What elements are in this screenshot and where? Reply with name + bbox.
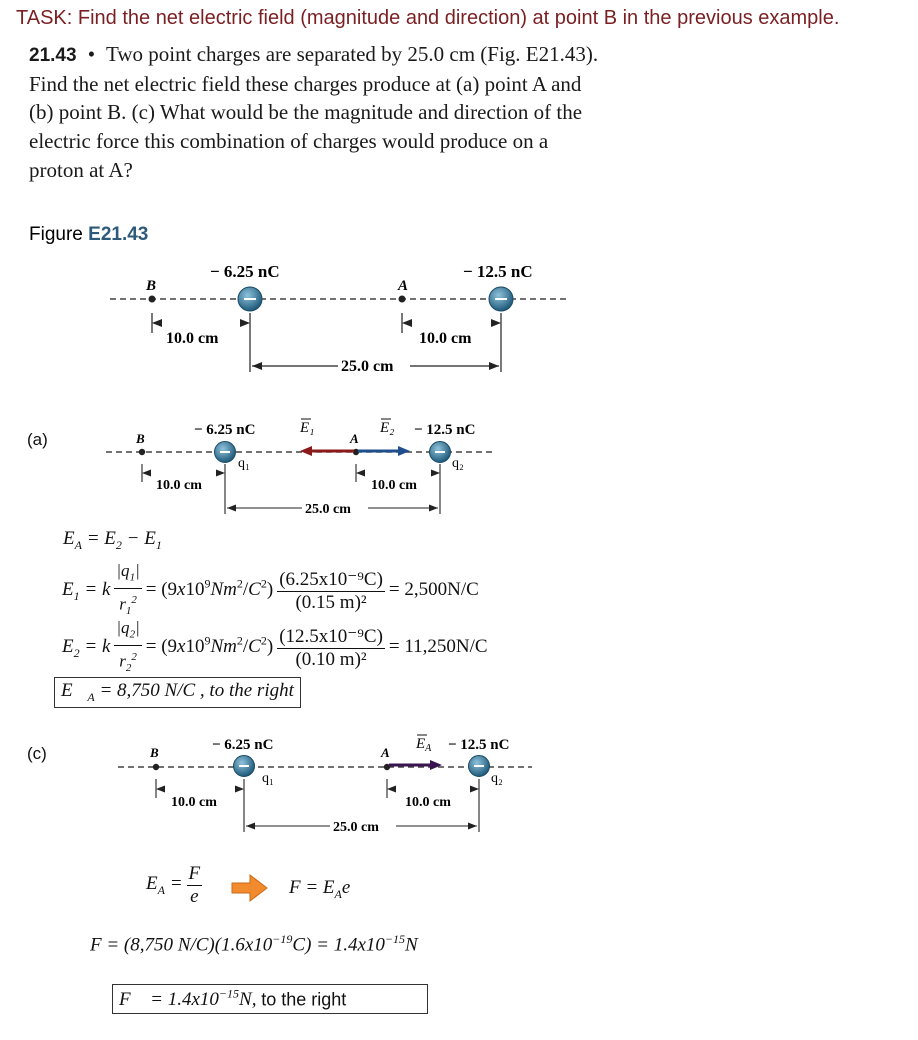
dim-right-label: 10.0 cm: [419, 330, 472, 347]
e2-label: E₂: [380, 420, 395, 436]
svg-text:B: B: [136, 431, 145, 446]
problem-bullet: •: [87, 42, 96, 66]
part-c-label: (c): [27, 744, 47, 763]
task-statement: TASK: Find the net electric field (magnitude and direction) at point B in the previous example.: [16, 7, 840, 29]
ea-frac-den: e: [190, 886, 199, 907]
e1-result: = 2,500N/C: [388, 578, 479, 600]
ea-frac-num: F: [188, 863, 201, 884]
diagram-part-c: [118, 735, 532, 835]
figure-label-word: Figure: [29, 224, 83, 245]
svg-text:B: B: [150, 745, 159, 760]
svg-text:10.0 cm: 10.0 cm: [405, 795, 451, 810]
e1-label: E₁: [300, 420, 315, 436]
q2-label: q₂: [452, 456, 464, 471]
problem-number: 21.43: [29, 45, 77, 66]
svg-text:A: A: [381, 745, 390, 760]
e2-numerator: (12.5x10⁻⁹C): [279, 625, 383, 647]
eq-force-calc: F = (8,750 $N/C)(1.6x10^{-19}C) = 1.4x10^{-15}N$: [90, 932, 418, 956]
point-b-dot: [149, 296, 156, 303]
svg-text:10.0 cm: 10.0 cm: [371, 478, 417, 493]
e2-denominator: (0.10 m)²: [295, 648, 367, 670]
problem-line-3: (b) point B. (c) What would be the magnitude and direction of the: [29, 100, 583, 124]
svg-text:25.0 cm: 25.0 cm: [333, 820, 379, 835]
q1-label: q₁: [238, 456, 250, 471]
problem-line-5: proton at A?: [29, 158, 133, 182]
implies-arrow-icon: [232, 875, 267, 901]
eq-e2: $E_2 = k$ $\frac{|q_2|}{r_2^2}$ = $(9x10^9Nm^2/C^2)$ $\frac{\text{(12.5x10⁻⁹C)}}{\text{(0.10 m)²}}$ = 11,250N/C: [62, 618, 488, 675]
eq-ea-over-e: $E_A$ = $\frac{F}{e}$: [146, 863, 201, 907]
problem-text-1: Two point charges are separated by 25.0 cm (Fig. E21.43).: [106, 42, 599, 66]
svg-text:− 12.5 nC: − 12.5 nC: [414, 422, 476, 438]
dim-left-label: 10.0 cm: [166, 330, 219, 347]
ea-label: $E_A$: [416, 736, 432, 754]
label-charge-1: − 6.25 nC: [210, 262, 280, 281]
svg-text:10.0 cm: 10.0 cm: [171, 795, 217, 810]
eq-f-relation: $F = E_Ae$: [289, 877, 351, 901]
problem-line-4: electric force this combination of charges would produce on a: [29, 129, 549, 153]
svg-text:q₁: q₁: [262, 771, 274, 786]
svg-text:10.0 cm: 10.0 cm: [156, 478, 202, 493]
problem-line-2: Find the net electric field these charges produce at (a) point A and: [29, 72, 582, 96]
svg-text:− 12.5 nC: − 12.5 nC: [448, 737, 510, 753]
e2-result: = 11,250N/C: [388, 635, 488, 657]
point-a-dot: [399, 296, 406, 303]
eq-e1: $E_1 = k$ $\frac{|q_1|}{r_1^2}$ = $(9x10^9Nm^2/C^2)$ $\frac{\text{(6.25x10⁻⁹C)}}{\text{(0.15 m)²}}$ = 2,500N/C: [62, 561, 479, 618]
diagram-main: [110, 262, 570, 375]
label-point-a: A: [398, 278, 409, 294]
e1-numerator: (6.25x10⁻⁹C): [279, 568, 383, 590]
svg-text:A: A: [350, 431, 359, 446]
eq-ea-difference: $E_A = E_2 - E_1$: [63, 528, 162, 552]
e1-denominator: (0.15 m)²: [295, 591, 367, 613]
svg-text:− 6.25 nC: − 6.25 nC: [194, 422, 256, 438]
answer-ea-box: $E⃗_A = 8,750$ N/C , to the right: [54, 677, 301, 708]
dim-total-label: 25.0 cm: [341, 358, 394, 375]
label-charge-2: − 12.5 nC: [463, 262, 533, 281]
svg-text:25.0 cm: 25.0 cm: [305, 502, 351, 517]
svg-text:− 6.25 nC: − 6.25 nC: [212, 737, 274, 753]
figure-label-number: E21.43: [88, 224, 149, 245]
diagram-part-a: [106, 419, 492, 517]
part-a-label: (a): [27, 430, 48, 449]
answer-force-box: F⃗ = $1.4x10^{-15}N$, to the right: [112, 984, 428, 1014]
label-point-b: B: [146, 278, 157, 294]
svg-text:q₂: q₂: [491, 771, 503, 786]
